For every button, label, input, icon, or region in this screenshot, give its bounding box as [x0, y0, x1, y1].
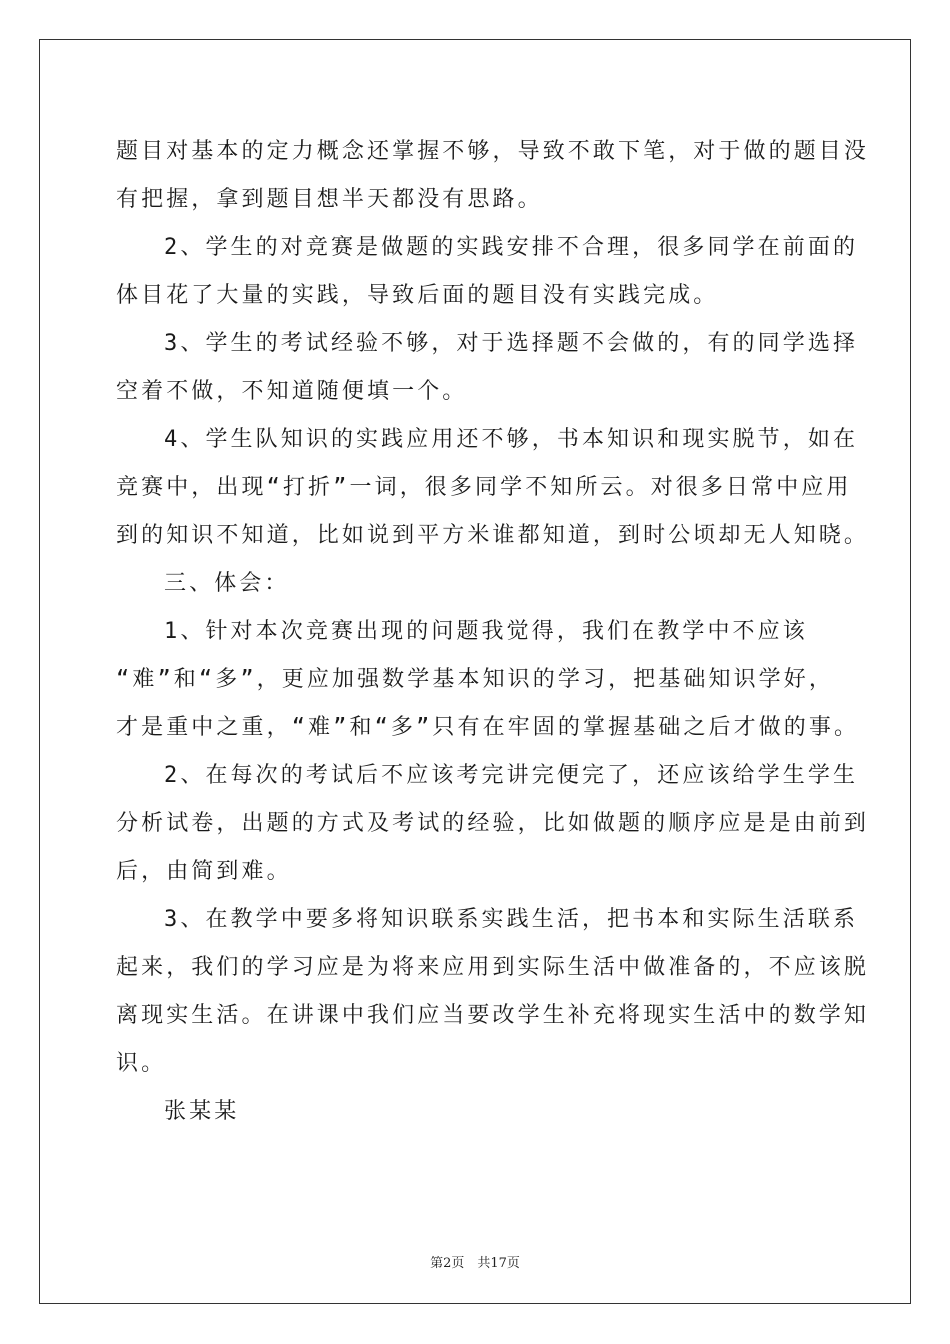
body-line: 2、在每次的考试后不应该考完讲完便完了，还应该给学生学生 — [164, 763, 859, 788]
body-line: 空着不做，不知道随便填一个。 — [116, 379, 468, 404]
page-number-footer: 第2页 共17页 — [430, 1256, 520, 1271]
body-line: 才是重中之重，“难”和“多”只有在牢固的掌握基础之后才做的事。 — [116, 715, 860, 740]
body-line: “难”和“多”，更应加强数学基本知识的学习，把基础知识学好， — [116, 667, 834, 692]
body-line: 起来，我们的学习应是为将来应用到实际生活中做准备的，不应该脱 — [116, 955, 870, 980]
body-line: 离现实生活。在讲课中我们应当要改学生补充将现实生活中的数学知 — [116, 1003, 870, 1028]
body-line: 到的知识不知道，比如说到平方米谁都知道，到时公顷却无人知晓。 — [116, 523, 870, 548]
body-line: 竞赛中，出现“打折”一词，很多同学不知所云。对很多日常中应用 — [116, 475, 852, 500]
author-signature: 张某某 — [164, 1099, 240, 1124]
body-line: 1、针对本次竞赛出现的问题我觉得，我们在教学中不应该 — [164, 619, 808, 644]
body-line: 后，由简到难。 — [116, 859, 292, 884]
section-heading: 三、体会： — [164, 571, 290, 596]
document-body — [116, 128, 870, 1136]
body-line: 识。 — [116, 1051, 167, 1076]
body-line: 分析试卷，出题的方式及考试的经验，比如做题的顺序应是是由前到 — [116, 811, 870, 836]
body-line: 题目对基本的定力概念还掌握不够，导致不敢下笔，对于做的题目没 — [116, 139, 870, 164]
body-line: 2、学生的对竞赛是做题的实践安排不合理，很多同学在前面的 — [164, 235, 859, 260]
body-line: 3、在教学中要多将知识联系实践生活，把书本和实际生活联系 — [164, 907, 859, 932]
body-line: 体目花了大量的实践，导致后面的题目没有实践完成。 — [116, 283, 719, 308]
body-line: 有把握，拿到题目想半天都没有思路。 — [116, 187, 543, 212]
body-line: 3、学生的考试经验不够，对于选择题不会做的，有的同学选择 — [164, 331, 859, 356]
body-line: 4、学生队知识的实践应用还不够，书本知识和现实脱节，如在 — [164, 427, 859, 452]
